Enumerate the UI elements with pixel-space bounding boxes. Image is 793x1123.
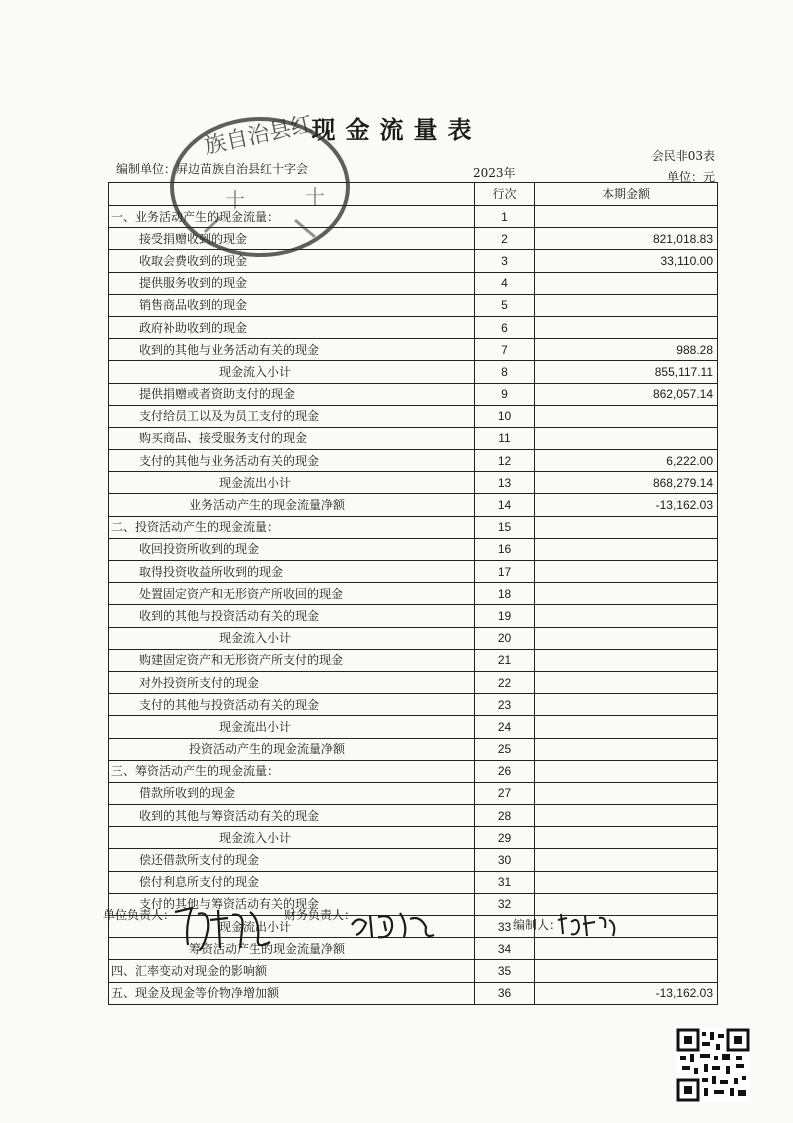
row-line-number: 10 xyxy=(475,405,535,427)
table-row xyxy=(109,694,718,716)
row-amount xyxy=(535,538,718,560)
row-item-label: 投资活动产生的现金流量净额 xyxy=(109,738,475,760)
unit-head-signature xyxy=(170,900,280,955)
row-amount: 988.28 xyxy=(535,339,718,361)
row-item-label: 筹资活动产生的现金流量净额 xyxy=(109,938,475,960)
table-row xyxy=(109,827,718,849)
cash-flow-table xyxy=(108,182,718,1005)
table-row xyxy=(109,516,718,538)
row-line-number: 23 xyxy=(475,694,535,716)
qr-code xyxy=(676,1028,750,1102)
row-amount: -13,162.03 xyxy=(535,494,718,516)
row-line-number: 3 xyxy=(475,250,535,272)
table-row xyxy=(109,627,718,649)
svg-text:十: 十 xyxy=(305,185,325,209)
row-item-label: 二、投资活动产生的现金流量： xyxy=(109,516,475,538)
row-item-label: 现金流入小计 xyxy=(109,361,475,383)
row-line-number: 32 xyxy=(475,893,535,915)
row-amount xyxy=(535,627,718,649)
row-line-number: 8 xyxy=(475,361,535,383)
currency-unit: 单位：元 xyxy=(666,170,715,184)
row-item-label: 四、汇率变动对现金的影响额 xyxy=(109,960,475,982)
row-item-label: 收到的其他与投资活动有关的现金 xyxy=(109,605,475,627)
table-row xyxy=(109,272,718,294)
report-year: 2023年 xyxy=(473,166,516,180)
row-amount xyxy=(535,272,718,294)
row-line-number: 25 xyxy=(475,738,535,760)
table-row xyxy=(109,671,718,693)
row-line-number: 30 xyxy=(475,849,535,871)
row-line-number: 21 xyxy=(475,649,535,671)
row-amount xyxy=(535,760,718,782)
row-item-label: 偿还借款所支付的现金 xyxy=(109,849,475,871)
row-amount xyxy=(535,294,718,316)
row-line-number: 2 xyxy=(475,228,535,250)
row-line-number: 7 xyxy=(475,339,535,361)
row-amount xyxy=(535,516,718,538)
row-item-label: 借款所收到的现金 xyxy=(109,782,475,804)
row-amount: 821,018.83 xyxy=(535,228,718,250)
row-item-label: 接受捐赠收到的现金 xyxy=(109,228,475,250)
row-item-label: 现金流入小计 xyxy=(109,627,475,649)
table-row xyxy=(109,494,718,516)
row-line-number: 15 xyxy=(475,516,535,538)
row-amount xyxy=(535,871,718,893)
row-line-number: 36 xyxy=(475,982,535,1004)
row-item-label: 现金流出小计 xyxy=(109,472,475,494)
row-item-label: 对外投资所支付的现金 xyxy=(109,671,475,693)
table-row xyxy=(109,361,718,383)
row-amount xyxy=(535,316,718,338)
row-amount xyxy=(535,960,718,982)
row-line-number: 31 xyxy=(475,871,535,893)
preparer-signature xyxy=(555,910,620,940)
row-line-number: 19 xyxy=(475,605,535,627)
row-amount: 6,222.00 xyxy=(535,450,718,472)
table-row xyxy=(109,472,718,494)
row-item-label: 提供服务收到的现金 xyxy=(109,272,475,294)
row-item-label: 销售商品收到的现金 xyxy=(109,294,475,316)
row-line-number: 24 xyxy=(475,716,535,738)
row-item-label: 收到的其他与业务活动有关的现金 xyxy=(109,339,475,361)
row-amount xyxy=(535,206,718,228)
table-row xyxy=(109,538,718,560)
table-row xyxy=(109,716,718,738)
row-amount xyxy=(535,805,718,827)
preparer-label: 编制人： xyxy=(513,918,562,932)
row-item-label: 支付的其他与筹资活动有关的现金 xyxy=(109,893,475,915)
row-item-label: 取得投资收益所收到的现金 xyxy=(109,561,475,583)
row-amount: -13,162.03 xyxy=(535,982,718,1004)
row-amount: 855,117.11 xyxy=(535,361,718,383)
row-item-label: 五、现金及现金等价物净增加额 xyxy=(109,982,475,1004)
row-item-label: 一、业务活动产生的现金流量： xyxy=(109,206,475,228)
row-line-number: 27 xyxy=(475,782,535,804)
table-row xyxy=(109,649,718,671)
row-line-number: 6 xyxy=(475,316,535,338)
form-code: 会民非03表 xyxy=(651,149,715,163)
row-amount xyxy=(535,938,718,960)
row-item-label: 现金流入小计 xyxy=(109,827,475,849)
row-item-label: 政府补助收到的现金 xyxy=(109,316,475,338)
row-item-label: 提供捐赠或者资助支付的现金 xyxy=(109,383,475,405)
header-line-no: 行次 xyxy=(475,183,535,206)
row-line-number: 5 xyxy=(475,294,535,316)
row-line-number: 20 xyxy=(475,627,535,649)
row-line-number: 12 xyxy=(475,450,535,472)
row-line-number: 4 xyxy=(475,272,535,294)
row-item-label: 现金流出小计 xyxy=(109,916,475,938)
row-line-number: 33 xyxy=(475,916,535,938)
table-row xyxy=(109,450,718,472)
finance-head-label: 财务负责人： xyxy=(284,908,357,922)
row-item-label: 收回投资所收到的现金 xyxy=(109,538,475,560)
row-amount xyxy=(535,782,718,804)
row-item-label: 偿付利息所支付的现金 xyxy=(109,871,475,893)
row-line-number: 35 xyxy=(475,960,535,982)
row-amount xyxy=(535,827,718,849)
header-amount: 本期金额 xyxy=(535,183,718,206)
row-item-label: 三、筹资活动产生的现金流量： xyxy=(109,760,475,782)
row-item-label: 业务活动产生的现金流量净额 xyxy=(109,494,475,516)
table-row xyxy=(109,871,718,893)
row-amount xyxy=(535,561,718,583)
table-row xyxy=(109,960,718,982)
row-amount xyxy=(535,694,718,716)
table-row xyxy=(109,738,718,760)
official-seal-stamp xyxy=(165,112,355,262)
row-item-label: 收取会费收到的现金 xyxy=(109,250,475,272)
row-item-label: 购建固定资产和无形资产所支付的现金 xyxy=(109,649,475,671)
row-item-label: 收到的其他与筹资活动有关的现金 xyxy=(109,805,475,827)
row-amount xyxy=(535,738,718,760)
table-row xyxy=(109,849,718,871)
table-row xyxy=(109,316,718,338)
row-line-number: 16 xyxy=(475,538,535,560)
table-row xyxy=(109,805,718,827)
row-item-label: 现金流出小计 xyxy=(109,716,475,738)
svg-text:族自治县红: 族自治县红 xyxy=(202,112,316,160)
table-row xyxy=(109,561,718,583)
row-line-number: 14 xyxy=(475,494,535,516)
table-row xyxy=(109,427,718,449)
row-line-number: 13 xyxy=(475,472,535,494)
row-amount: 862,057.14 xyxy=(535,383,718,405)
row-amount: 868,279.14 xyxy=(535,472,718,494)
row-item-label: 购买商品、接受服务支付的现金 xyxy=(109,427,475,449)
row-line-number: 29 xyxy=(475,827,535,849)
table-row xyxy=(109,605,718,627)
svg-text:十: 十 xyxy=(225,188,245,212)
row-amount xyxy=(535,405,718,427)
page-title: 现金流量表 xyxy=(311,115,482,144)
row-amount xyxy=(535,716,718,738)
table-row xyxy=(109,583,718,605)
row-item-label: 处置固定资产和无形资产所收回的现金 xyxy=(109,583,475,605)
compiler-unit: 编制单位：屏边苗族自治县红十字会 xyxy=(116,162,309,176)
row-item-label: 支付的其他与投资活动有关的现金 xyxy=(109,694,475,716)
row-line-number: 34 xyxy=(475,938,535,960)
row-line-number: 11 xyxy=(475,427,535,449)
table-row xyxy=(109,339,718,361)
row-amount xyxy=(535,605,718,627)
scan-artifact xyxy=(0,0,793,6)
table-row xyxy=(109,760,718,782)
row-line-number: 26 xyxy=(475,760,535,782)
table-row xyxy=(109,782,718,804)
table-row xyxy=(109,383,718,405)
table-row xyxy=(109,405,718,427)
row-line-number: 28 xyxy=(475,805,535,827)
unit-head-label: 单位负责人： xyxy=(103,908,176,922)
row-amount xyxy=(535,649,718,671)
row-amount xyxy=(535,583,718,605)
row-line-number: 18 xyxy=(475,583,535,605)
row-line-number: 1 xyxy=(475,206,535,228)
row-item-label: 支付给员工以及为员工支付的现金 xyxy=(109,405,475,427)
row-amount xyxy=(535,427,718,449)
row-line-number: 9 xyxy=(475,383,535,405)
table-row xyxy=(109,294,718,316)
row-item-label: 支付的其他与业务活动有关的现金 xyxy=(109,450,475,472)
row-amount xyxy=(535,671,718,693)
row-amount: 33,110.00 xyxy=(535,250,718,272)
finance-head-signature xyxy=(348,905,438,945)
row-line-number: 17 xyxy=(475,561,535,583)
row-amount xyxy=(535,849,718,871)
table-row xyxy=(109,982,718,1004)
row-line-number: 22 xyxy=(475,671,535,693)
